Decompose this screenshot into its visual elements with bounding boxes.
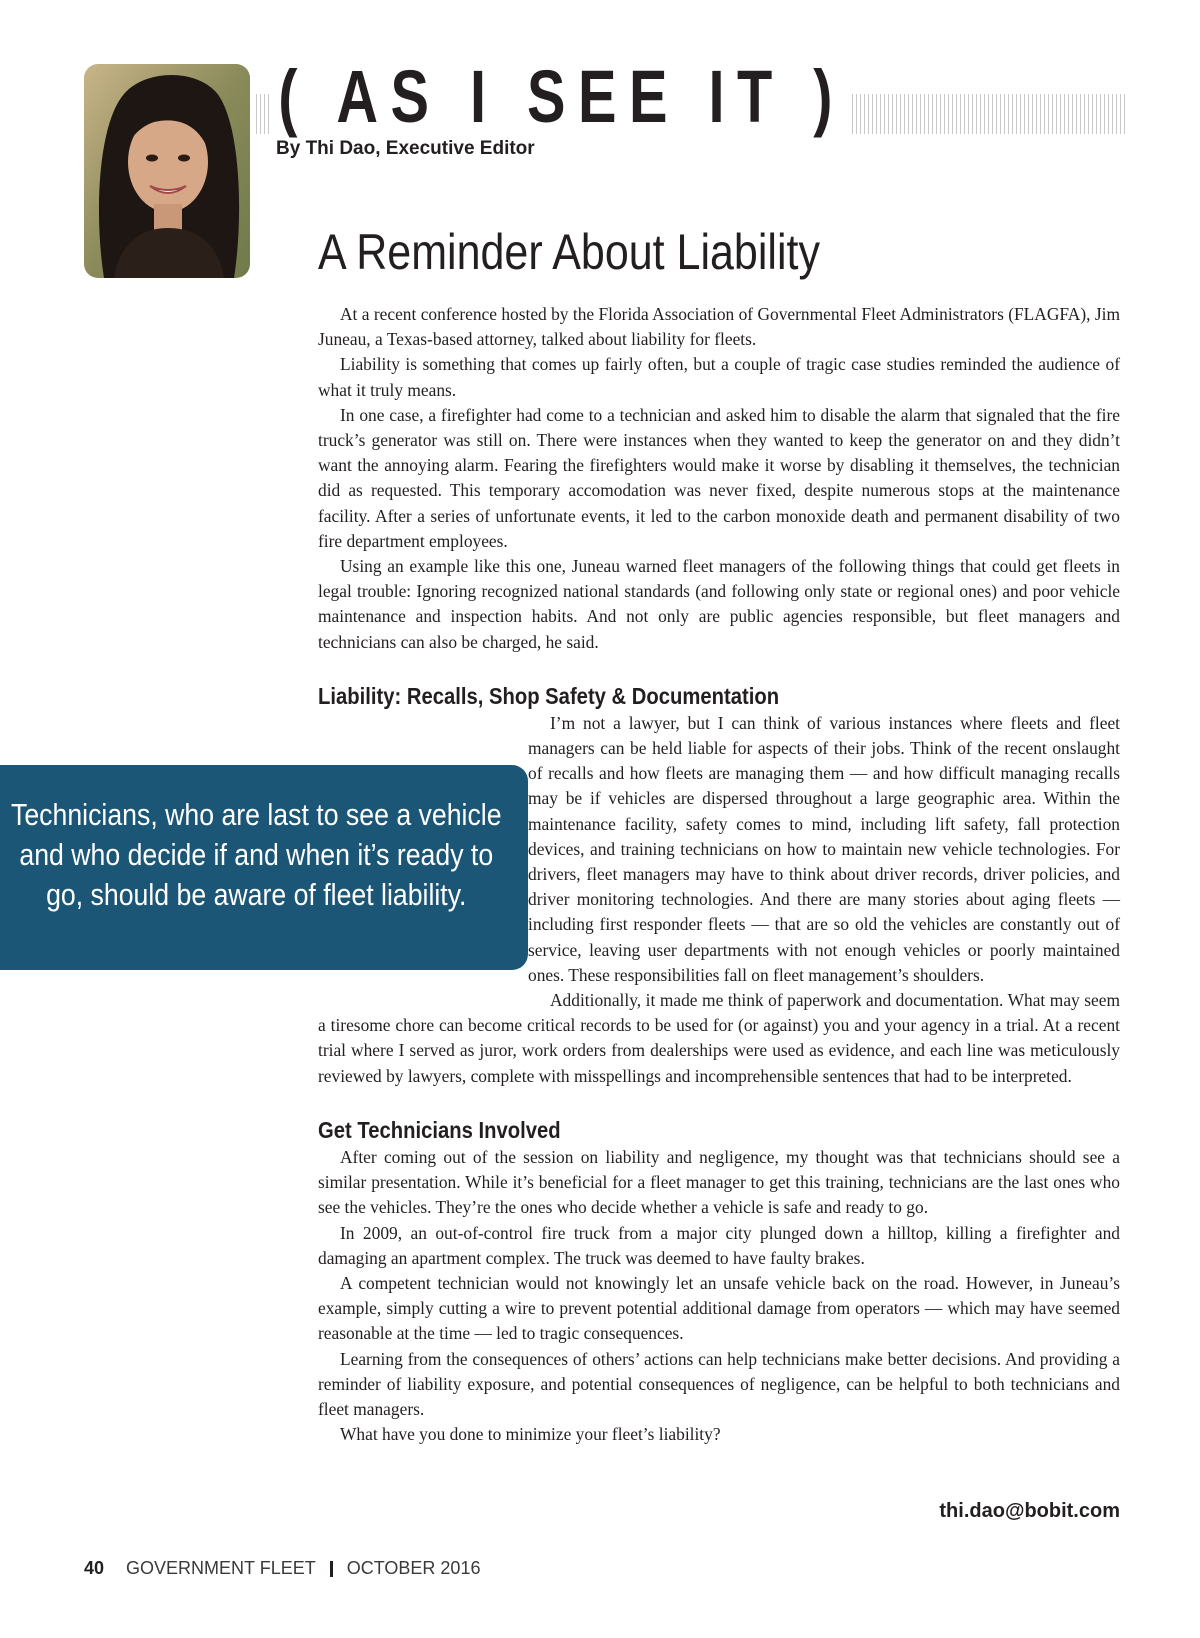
author-portrait-icon <box>84 64 250 278</box>
body-paragraph: I’m not a lawyer, but I can think of various instances where fleets and fleet managers can be held liable for aspects of their jobs. Think of the recent onslaught of recalls and how fleets are managing them — and how difficult managing recalls may be if vehicles are dispersed throughout a large geographic area. Within the maintenance facility, safety comes to mind, including lift safety, fall protection devices, and training technicians on how to maintain new vehicle technologies. For drivers, fleet managers may have to think about driver records, driver policies, and driver monitoring technologies. And there are many stories about aging fleets — including first responder fleets — that are so old the vehicles are constantly out of service, leaving user departments with not enough vehicles or poorly maintained ones. These responsibilities fall on fleet management’s shoulders. <box>528 712 1120 985</box>
body-paragraph: What have you done to minimize your fleet’s liability? <box>340 1424 721 1445</box>
page-number: 40 <box>84 1558 105 1578</box>
body-paragraph: Learning from the consequences of others’ actions can help technicians make better decisions. And providing a reminder of liability exposure, and potential consequences of negligence, can be helpful to both technicians and fleet managers. <box>318 1348 1120 1419</box>
author-email: thi.dao@bobit.com <box>939 1500 1120 1522</box>
page-footer <box>84 1558 480 1579</box>
body-paragraph: At a recent conference hosted by the Florida Association of Governmental Fleet Administrators (FLAGFA), Jim Juneau, a Texas-based attorney, talked about liability for fleets. <box>318 304 1120 350</box>
body-paragraph: In one case, a firefighter had come to a technician and asked him to disable the alarm that signaled that the fire truck’s generator was still on. There were instances when they wanted to keep the generator on and they didn’t want the annoying alarm. Fearing the firefighters would make it worse by disabling it themselves, the technician did as requested. This temporary accomodation was never fixed, despite numerous stops at the maintenance facility. After a series of unfortunate events, it led to the carbon monoxide death and permanent disability of two fire department employees. <box>318 404 1120 551</box>
body-paragraph: Using an example like this one, Juneau warned fleet managers of the following things that could get fleets in legal trouble: Ignoring recognized national standards (and following only state or regional ones) and poor vehicle maintenance and inspection habits. And not only are public agencies responsible, but fleet managers and technicians can also be charged, he said. <box>318 556 1120 652</box>
issue-date: OCTOBER 2016 <box>346 1558 481 1578</box>
author-photo <box>84 64 250 278</box>
body-paragraph: After coming out of the session on liability and negligence, my thought was that technicians should see a similar presentation. While it’s beneficial for a fleet manager to get this training, technicians are the last ones who see the vehicles. They’re the ones who decide whether a vehicle is safe and ready to go. <box>318 1146 1120 1218</box>
byline: By Thi Dao, Executive Editor <box>276 138 535 159</box>
body-paragraph: In 2009, an out-of-control fire truck from a major city plunged down a hilltop, killing a firefighter and damaging an apartment complex. The truck was deemed to have faulty brakes. <box>318 1222 1120 1268</box>
section-heading: Liability: Recalls, Shop Safety & Documentation <box>318 682 780 709</box>
section-heading: Get Technicians Involved <box>318 1116 561 1143</box>
body-paragraph: A competent technician would not knowingly let an unsafe vehicle back on the road. However, in Juneau’s example, simply cutting a wire to prevent potential additional damage from operators — which may have seemed reasonable at the time — led to tragic consequences. <box>318 1272 1120 1344</box>
pull-quote-text: Technicians, who are last to see a vehicle and who decide if and when it’s ready to go, should be aware of fleet liability. <box>11 797 502 912</box>
publication-name: GOVERNMENT FLEET <box>126 1558 316 1578</box>
column-title: ( AS I SEE IT ) <box>272 54 851 140</box>
footer-divider <box>330 1561 333 1577</box>
article-headline: A Reminder About Liability <box>318 224 820 280</box>
body-paragraph: Liability is something that comes up fairly often, but a couple of tragic case studies reminded the audience of what it truly means. <box>318 354 1120 400</box>
body-paragraph: Additionally, it made me think of paperwork and documentation. What may seem a tiresome chore can become critical records to be used for (or against) you and your agency in a trial. At a recent trial where I served as juror, work orders from dealerships were used as evidence, and each line was meticulously reviewed by lawyers, complete with misspellings and incomprehensible sentences that had to be interpreted. <box>318 990 1120 1086</box>
